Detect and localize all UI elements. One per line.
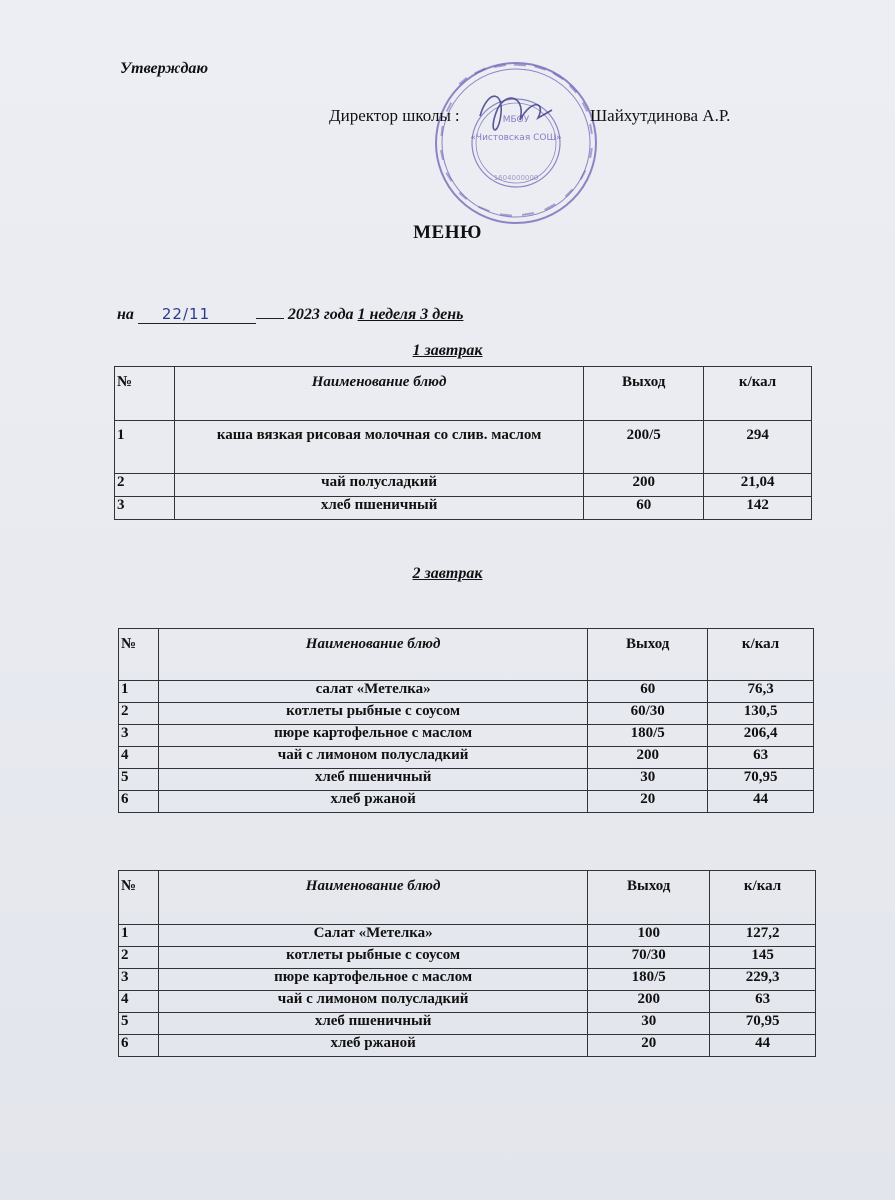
row-output: 200 bbox=[588, 747, 708, 769]
row-num: 3 bbox=[119, 725, 159, 747]
table-header-row bbox=[119, 629, 814, 681]
row-output: 20 bbox=[588, 791, 708, 813]
row-num: 4 bbox=[119, 991, 159, 1013]
row-kcal: 145 bbox=[710, 947, 816, 969]
row-dish: чай полусладкий bbox=[174, 474, 583, 497]
column-header-num: № bbox=[119, 871, 159, 925]
svg-text:1604000000: 1604000000 bbox=[493, 174, 539, 182]
table-row bbox=[119, 969, 816, 991]
column-header-kcal: к/кал bbox=[704, 367, 812, 421]
column-header-dish: Наименование блюд bbox=[174, 367, 583, 421]
row-dish: котлеты рыбные с соусом bbox=[158, 703, 587, 725]
row-dish: хлеб пшеничный bbox=[158, 1013, 587, 1035]
date-prefix: на bbox=[117, 306, 134, 323]
row-kcal: 44 bbox=[710, 1035, 816, 1057]
section-heading-breakfast-2: 2 завтрак bbox=[412, 565, 483, 582]
menu-table-breakfast-1 bbox=[114, 366, 812, 520]
row-num: 4 bbox=[119, 747, 159, 769]
row-output: 180/5 bbox=[588, 725, 708, 747]
row-kcal: 70,95 bbox=[708, 769, 814, 791]
row-num: 2 bbox=[115, 474, 175, 497]
column-header-kcal: к/кал bbox=[710, 871, 816, 925]
row-output: 30 bbox=[588, 1013, 710, 1035]
row-output: 200 bbox=[584, 474, 704, 497]
row-output: 60/30 bbox=[588, 703, 708, 725]
row-kcal: 130,5 bbox=[708, 703, 814, 725]
approve-label: Утверждаю bbox=[120, 60, 209, 77]
column-header-kcal: к/кал bbox=[708, 629, 814, 681]
row-dish: хлеб ржаной bbox=[158, 1035, 587, 1057]
row-dish: котлеты рыбные с соусом bbox=[158, 947, 587, 969]
row-kcal: 63 bbox=[708, 747, 814, 769]
row-num: 1 bbox=[119, 681, 159, 703]
table-row bbox=[119, 769, 814, 791]
row-output: 100 bbox=[588, 925, 710, 947]
table-row bbox=[119, 703, 814, 725]
menu-table-3 bbox=[118, 870, 816, 1057]
row-dish: Салат «Метелка» bbox=[158, 925, 587, 947]
row-kcal: 206,4 bbox=[708, 725, 814, 747]
table-row bbox=[119, 947, 816, 969]
column-header-num: № bbox=[115, 367, 175, 421]
date-year: 2023 года bbox=[287, 306, 354, 323]
table-header-row bbox=[115, 367, 812, 421]
table-row bbox=[119, 991, 816, 1013]
row-num: 5 bbox=[119, 769, 159, 791]
row-num: 5 bbox=[119, 1013, 159, 1035]
row-num: 2 bbox=[119, 703, 159, 725]
column-header-output: Выход bbox=[584, 367, 704, 421]
menu-table-breakfast-2 bbox=[118, 628, 814, 813]
table-row bbox=[115, 421, 812, 474]
official-seal-stamp bbox=[428, 58, 603, 228]
table-row bbox=[119, 681, 814, 703]
row-output: 20 bbox=[588, 1035, 710, 1057]
row-kcal: 76,3 bbox=[708, 681, 814, 703]
column-header-dish: Наименование блюд bbox=[158, 871, 587, 925]
week-day: 1 неделя 3 день bbox=[357, 306, 464, 323]
date-line bbox=[117, 305, 463, 324]
table-row bbox=[119, 747, 814, 769]
column-header-num: № bbox=[119, 629, 159, 681]
row-dish: пюре картофельное с маслом bbox=[158, 725, 587, 747]
table-row bbox=[119, 791, 814, 813]
svg-text:«Чистовская СОШ»: «Чистовская СОШ» bbox=[470, 133, 562, 143]
row-kcal: 44 bbox=[708, 791, 814, 813]
table-row bbox=[119, 725, 814, 747]
row-output: 60 bbox=[588, 681, 708, 703]
row-num: 3 bbox=[119, 969, 159, 991]
row-output: 200 bbox=[588, 991, 710, 1013]
row-kcal: 21,04 bbox=[704, 474, 812, 497]
row-num: 6 bbox=[119, 791, 159, 813]
director-name: Шайхутдинова А.Р. bbox=[590, 106, 731, 125]
row-num: 1 bbox=[115, 421, 175, 474]
row-output: 70/30 bbox=[588, 947, 710, 969]
row-kcal: 127,2 bbox=[710, 925, 816, 947]
director-label: Директор школы bbox=[329, 106, 451, 125]
table-row bbox=[115, 474, 812, 497]
row-dish: чай с лимоном полусладкий bbox=[158, 991, 587, 1013]
row-dish: хлеб ржаной bbox=[158, 791, 587, 813]
row-dish: хлеб пшеничный bbox=[174, 497, 583, 520]
table-row bbox=[115, 497, 812, 520]
table-header-row bbox=[119, 871, 816, 925]
column-header-dish: Наименование блюд bbox=[158, 629, 587, 681]
row-num: 1 bbox=[119, 925, 159, 947]
row-dish: хлеб пшеничный bbox=[158, 769, 587, 791]
director-line: Директор школы : bbox=[329, 106, 460, 125]
svg-text:МБОУ: МБОУ bbox=[502, 115, 530, 125]
row-output: 30 bbox=[588, 769, 708, 791]
row-dish: чай с лимоном полусладкий bbox=[158, 747, 587, 769]
row-num: 6 bbox=[119, 1035, 159, 1057]
row-output: 60 bbox=[584, 497, 704, 520]
column-header-output: Выход bbox=[588, 629, 708, 681]
row-num: 3 bbox=[115, 497, 175, 520]
table-row bbox=[119, 925, 816, 947]
section-heading-breakfast-1: 1 завтрак bbox=[412, 342, 483, 359]
table-row bbox=[119, 1013, 816, 1035]
row-num: 2 bbox=[119, 947, 159, 969]
handwritten-date: 22/11 bbox=[138, 305, 256, 324]
row-dish: пюре картофельное с маслом bbox=[158, 969, 587, 991]
row-kcal: 63 bbox=[710, 991, 816, 1013]
row-output: 200/5 bbox=[584, 421, 704, 474]
row-output: 180/5 bbox=[588, 969, 710, 991]
table-row bbox=[119, 1035, 816, 1057]
row-dish: салат «Метелка» bbox=[158, 681, 587, 703]
row-dish: каша вязкая рисовая молочная со слив. маслом bbox=[174, 421, 583, 474]
page-title: МЕНЮ bbox=[413, 222, 482, 243]
row-kcal: 229,3 bbox=[710, 969, 816, 991]
row-kcal: 142 bbox=[704, 497, 812, 520]
row-kcal: 70,95 bbox=[710, 1013, 816, 1035]
column-header-output: Выход bbox=[588, 871, 710, 925]
row-kcal: 294 bbox=[704, 421, 812, 474]
